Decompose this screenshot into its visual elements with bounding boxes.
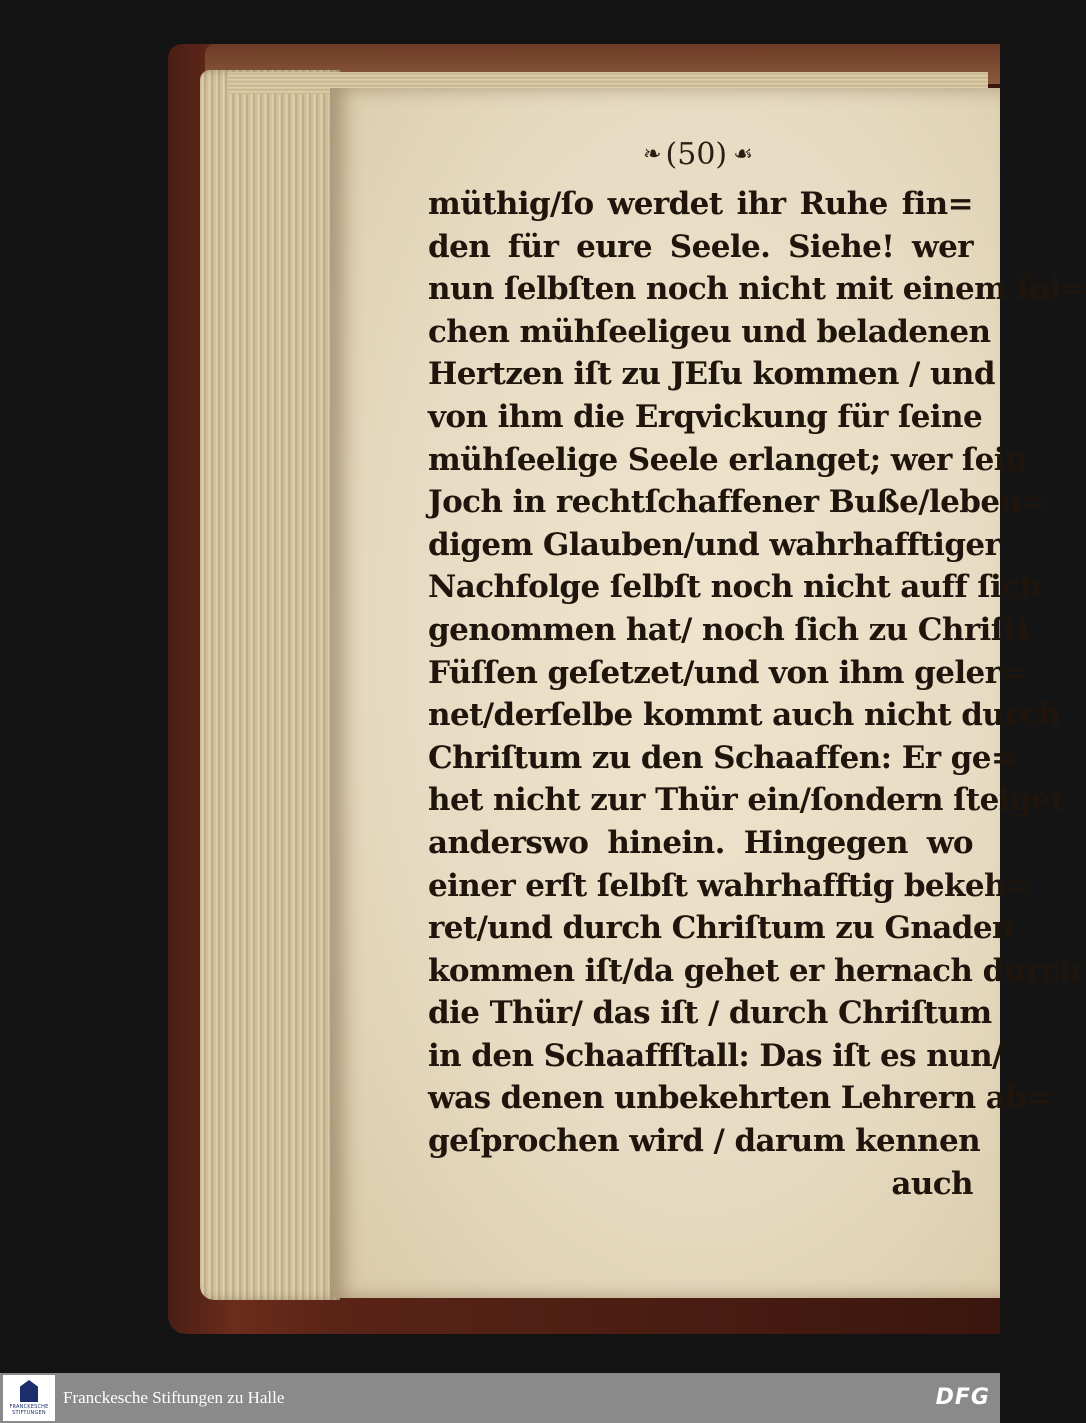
text-line: net/derſelbe kommt auch nicht durch — [428, 697, 1061, 734]
text-line: mühſeelige Seele erlanget; wer ſein — [428, 441, 1027, 478]
text-line: digem Glauben/und wahrhafftiger — [428, 526, 1001, 563]
catchword: auch — [891, 1165, 973, 1202]
text-line: chen mühſeeligeu und beladenen — [428, 313, 991, 350]
text-line: kommen iſt/da gehet er hernach durch — [428, 952, 1082, 989]
text-line: von ihm die Erqvickung für ſeine — [428, 398, 983, 435]
text-line: einer erſt ſelbſt wahrhafftig bekeh= — [428, 867, 1032, 904]
logo-text — [9, 1404, 48, 1416]
dfg-logo[interactable]: DFG — [935, 1385, 990, 1410]
text-line: Joch in rechtſchaffener Buße/leben= — [428, 484, 1047, 521]
footer-bar — [0, 1373, 1000, 1423]
page-number: (50) — [665, 136, 728, 172]
ornament-left-icon: ❧ — [643, 141, 660, 167]
text-line: müthig/ſo werdet ihr Ruhe fin= — [428, 186, 973, 222]
text-line: die Thür/ das iſt / durch Chriſtum — [428, 995, 992, 1032]
text-line: anderswo hinein. Hingegen wo — [428, 824, 973, 861]
logo-text-line1: FRANCKESCHE — [9, 1404, 49, 1410]
ornament-right-icon: ☙ — [733, 141, 751, 167]
page-stack — [200, 70, 340, 1300]
text-line: Hertzen iſt zu JEſu kommen / und — [428, 356, 995, 393]
text-line: genommen hat/ noch ſich zu Chriſti — [428, 611, 1029, 648]
text-line: nun ſelbſten noch nicht mit einem ſol= — [428, 271, 1086, 308]
text-line: Füſſen geſetzet/und von ihm geler= — [428, 654, 1026, 691]
text-line: ret/und durch Chriſtum zu Gnaden — [428, 910, 1014, 947]
text-line: het nicht zur Thür ein/ſondern ſteiget — [428, 782, 1064, 819]
text-line: Chriſtum zu den Schaaffen: Er ge= — [428, 739, 1017, 776]
page-header — [592, 132, 802, 176]
institution-logo[interactable] — [3, 1375, 55, 1421]
text-line: in den Schaaffſtall: Das iſt es nun/ — [428, 1037, 1003, 1074]
institution-name[interactable]: Franckesche Stiftungen zu Halle — [63, 1388, 285, 1407]
text-line: was denen unbekehrten Lehrern ab= — [428, 1080, 1052, 1117]
text-line: geſprochen wird / darum kennen — [428, 1123, 981, 1160]
text-line: den für eure Seele. Siehe! wer — [428, 228, 973, 265]
text-line: Nachfolge ſelbſt noch nicht auff ſich — [428, 569, 1042, 606]
logo-text-line2: STIFTUNGEN — [12, 1410, 46, 1416]
building-icon — [20, 1380, 38, 1402]
page-text — [428, 183, 1086, 1205]
